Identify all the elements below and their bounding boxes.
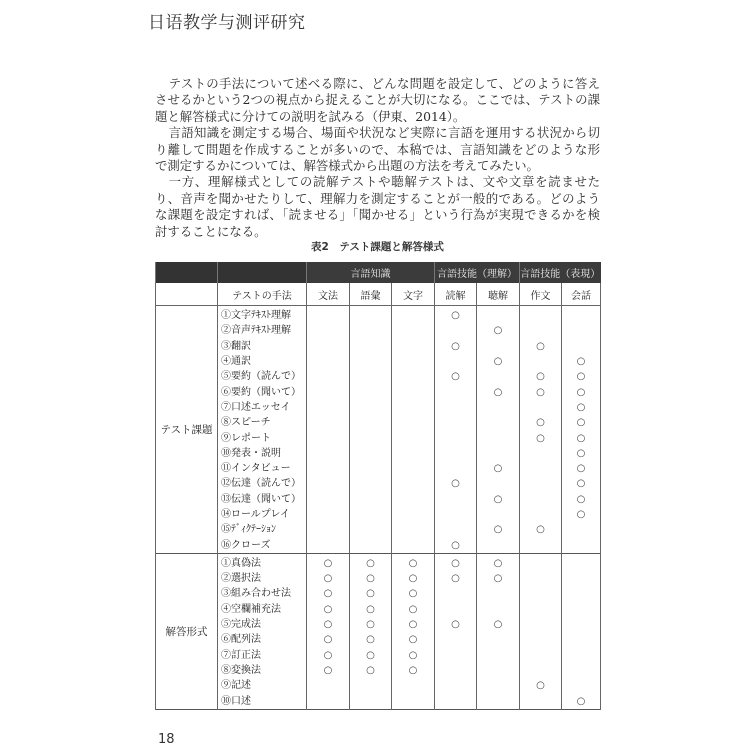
circle-mark: ○ xyxy=(435,537,477,553)
empty-cell xyxy=(562,663,601,678)
empty-cell xyxy=(307,537,350,553)
empty-cell xyxy=(392,369,435,384)
empty-cell xyxy=(520,446,562,461)
empty-cell xyxy=(392,461,435,476)
empty-cell xyxy=(350,522,392,537)
empty-cell xyxy=(562,306,601,324)
empty-cell xyxy=(477,678,520,693)
empty-cell xyxy=(477,415,520,430)
empty-cell xyxy=(392,476,435,491)
method-label: ⑯クローズ xyxy=(218,537,307,553)
method-label: ⑬伝達（聞いて） xyxy=(218,492,307,507)
method-label: ⑨レポート xyxy=(218,430,307,445)
circle-mark: ○ xyxy=(435,571,477,586)
empty-cell xyxy=(520,553,562,571)
empty-cell xyxy=(477,537,520,553)
method-label: ②音声ﾃｷｽﾄ理解 xyxy=(218,323,307,338)
circle-mark: ○ xyxy=(562,354,601,369)
empty-cell xyxy=(307,492,350,507)
empty-cell xyxy=(350,369,392,384)
circle-mark: ○ xyxy=(350,617,392,632)
column-header: 作文 xyxy=(520,283,562,306)
empty-cell xyxy=(562,571,601,586)
circle-mark: ○ xyxy=(435,306,477,324)
empty-cell xyxy=(435,430,477,445)
empty-cell xyxy=(307,693,350,709)
method-label: ②選択法 xyxy=(218,571,307,586)
table-row xyxy=(156,430,601,445)
empty-cell xyxy=(435,507,477,522)
method-label: ①真偽法 xyxy=(218,553,307,571)
circle-mark: ○ xyxy=(562,415,601,430)
table-row xyxy=(156,632,601,647)
table-section xyxy=(156,553,601,709)
circle-mark: ○ xyxy=(307,648,350,663)
empty-cell xyxy=(307,476,350,491)
circle-mark: ○ xyxy=(477,571,520,586)
circle-mark: ○ xyxy=(520,430,562,445)
header-corner xyxy=(156,262,218,283)
empty-cell xyxy=(520,476,562,491)
column-header: 会話 xyxy=(562,283,601,306)
method-label: ⑧変換法 xyxy=(218,663,307,678)
empty-cell xyxy=(435,461,477,476)
empty-cell xyxy=(520,323,562,338)
empty-cell xyxy=(350,430,392,445)
empty-cell xyxy=(477,430,520,445)
empty-cell xyxy=(520,693,562,709)
method-label: ③翻訳 xyxy=(218,339,307,354)
circle-mark: ○ xyxy=(520,415,562,430)
circle-mark: ○ xyxy=(435,369,477,384)
circle-mark: ○ xyxy=(562,384,601,399)
empty-cell xyxy=(520,602,562,617)
empty-cell xyxy=(477,602,520,617)
circle-mark: ○ xyxy=(477,323,520,338)
empty-cell xyxy=(392,537,435,553)
empty-cell xyxy=(307,446,350,461)
section-label: 解答形式 xyxy=(156,553,218,709)
circle-mark: ○ xyxy=(350,586,392,601)
table-row xyxy=(156,617,601,632)
empty-cell xyxy=(562,522,601,537)
empty-cell xyxy=(477,400,520,415)
circle-mark: ○ xyxy=(562,400,601,415)
empty-cell xyxy=(562,602,601,617)
empty-cell xyxy=(435,323,477,338)
empty-cell xyxy=(350,476,392,491)
empty-cell xyxy=(307,306,350,324)
method-label: ⑮ﾃﾞｨｸﾃｰｼｮﾝ xyxy=(218,522,307,537)
empty-cell xyxy=(435,693,477,709)
empty-cell xyxy=(520,461,562,476)
empty-cell xyxy=(392,415,435,430)
empty-cell xyxy=(392,339,435,354)
empty-cell xyxy=(392,323,435,338)
empty-cell xyxy=(350,693,392,709)
empty-cell xyxy=(477,339,520,354)
circle-mark: ○ xyxy=(392,663,435,678)
circle-mark: ○ xyxy=(307,663,350,678)
method-label: ⑥配列法 xyxy=(218,632,307,647)
column-header: 読解 xyxy=(435,283,477,306)
empty-cell xyxy=(562,678,601,693)
empty-cell xyxy=(520,648,562,663)
empty-cell xyxy=(392,492,435,507)
group-header: 言語技能（理解） xyxy=(435,262,520,283)
method-label: ⑪インタビュー xyxy=(218,461,307,476)
circle-mark: ○ xyxy=(392,617,435,632)
empty-cell xyxy=(435,522,477,537)
method-label: ⑭ロールプレイ xyxy=(218,507,307,522)
empty-cell xyxy=(350,323,392,338)
empty-cell xyxy=(562,632,601,647)
method-label: ⑤要約（読んで） xyxy=(218,369,307,384)
paragraph: 一方、理解様式としての読解テストや聴解テストは、文や文章を読ませたり、音声を聞かせたりして、理解力を測定することが一般的である。どのような課題を設定すれば、「読ませる」「聞かせる」という行為が実現できるかを検討することになる。 xyxy=(155,174,600,239)
method-label: ③組み合わせ法 xyxy=(218,586,307,601)
table-row xyxy=(156,461,601,476)
circle-mark: ○ xyxy=(307,571,350,586)
empty-cell xyxy=(350,354,392,369)
empty-cell xyxy=(477,507,520,522)
circle-mark: ○ xyxy=(435,476,477,491)
empty-cell xyxy=(392,446,435,461)
circle-mark: ○ xyxy=(350,663,392,678)
circle-mark: ○ xyxy=(520,384,562,399)
empty-cell xyxy=(562,617,601,632)
table-row xyxy=(156,339,601,354)
empty-cell xyxy=(350,400,392,415)
table-row xyxy=(156,663,601,678)
method-label: ⑥要約（聞いて） xyxy=(218,384,307,399)
table-row xyxy=(156,306,601,324)
circle-mark: ○ xyxy=(307,617,350,632)
empty-cell xyxy=(392,384,435,399)
method-label: ⑤完成法 xyxy=(218,617,307,632)
table-row xyxy=(156,476,601,491)
table-row xyxy=(156,678,601,693)
table-row xyxy=(156,648,601,663)
empty-cell xyxy=(435,602,477,617)
empty-cell xyxy=(392,678,435,693)
empty-cell xyxy=(520,306,562,324)
table-row xyxy=(156,553,601,571)
empty-cell xyxy=(307,522,350,537)
method-label: ①文字ﾃｷｽﾄ理解 xyxy=(218,306,307,324)
empty-cell xyxy=(307,430,350,445)
method-label: ⑨記述 xyxy=(218,678,307,693)
circle-mark: ○ xyxy=(520,339,562,354)
circle-mark: ○ xyxy=(477,354,520,369)
group-header: 言語知識 xyxy=(307,262,435,283)
empty-cell xyxy=(520,537,562,553)
empty-cell xyxy=(435,415,477,430)
circle-mark: ○ xyxy=(350,602,392,617)
empty-cell xyxy=(350,446,392,461)
empty-cell xyxy=(520,354,562,369)
circle-mark: ○ xyxy=(520,369,562,384)
table-row xyxy=(156,323,601,338)
empty-cell xyxy=(477,476,520,491)
empty-cell xyxy=(435,354,477,369)
table-row xyxy=(156,522,601,537)
circle-mark: ○ xyxy=(562,369,601,384)
table-row xyxy=(156,354,601,369)
method-label: ④空欄補充法 xyxy=(218,602,307,617)
empty-cell xyxy=(307,323,350,338)
empty-cell xyxy=(392,507,435,522)
empty-cell xyxy=(307,507,350,522)
empty-cell xyxy=(435,492,477,507)
empty-cell xyxy=(435,678,477,693)
empty-cell xyxy=(520,617,562,632)
method-header: テストの手法 xyxy=(218,283,307,306)
empty-cell xyxy=(435,663,477,678)
empty-cell xyxy=(477,663,520,678)
empty-cell xyxy=(435,586,477,601)
empty-cell xyxy=(392,400,435,415)
empty-cell xyxy=(477,369,520,384)
circle-mark: ○ xyxy=(350,553,392,571)
circle-mark: ○ xyxy=(350,648,392,663)
empty-cell xyxy=(562,339,601,354)
table-section xyxy=(156,306,601,554)
empty-cell xyxy=(392,354,435,369)
circle-mark: ○ xyxy=(392,586,435,601)
running-head: 日语教学与测评研究 xyxy=(148,13,306,33)
circle-mark: ○ xyxy=(350,632,392,647)
empty-cell xyxy=(562,323,601,338)
empty-cell xyxy=(520,632,562,647)
empty-cell xyxy=(307,461,350,476)
table-row xyxy=(156,369,601,384)
circle-mark: ○ xyxy=(562,476,601,491)
circle-mark: ○ xyxy=(562,461,601,476)
table-row xyxy=(156,586,601,601)
circle-mark: ○ xyxy=(477,553,520,571)
method-label: ④通訳 xyxy=(218,354,307,369)
empty-cell xyxy=(520,586,562,601)
table-row xyxy=(156,400,601,415)
empty-cell xyxy=(350,384,392,399)
circle-mark: ○ xyxy=(477,617,520,632)
empty-cell xyxy=(435,384,477,399)
empty-cell xyxy=(392,306,435,324)
header-blank xyxy=(156,283,218,306)
circle-mark: ○ xyxy=(392,602,435,617)
empty-cell xyxy=(520,663,562,678)
column-header: 文字 xyxy=(392,283,435,306)
empty-cell xyxy=(562,553,601,571)
empty-cell xyxy=(392,430,435,445)
table-row xyxy=(156,415,601,430)
circle-mark: ○ xyxy=(562,507,601,522)
circle-mark: ○ xyxy=(562,492,601,507)
circle-mark: ○ xyxy=(520,678,562,693)
empty-cell xyxy=(350,507,392,522)
circle-mark: ○ xyxy=(477,492,520,507)
empty-cell xyxy=(350,537,392,553)
circle-mark: ○ xyxy=(477,384,520,399)
table-row xyxy=(156,537,601,553)
empty-cell xyxy=(307,339,350,354)
circle-mark: ○ xyxy=(562,430,601,445)
empty-cell xyxy=(350,306,392,324)
empty-cell xyxy=(477,632,520,647)
table-row xyxy=(156,492,601,507)
empty-cell xyxy=(435,632,477,647)
table-row xyxy=(156,693,601,709)
circle-mark: ○ xyxy=(307,586,350,601)
empty-cell xyxy=(392,522,435,537)
empty-cell xyxy=(307,400,350,415)
empty-cell xyxy=(307,678,350,693)
empty-cell xyxy=(392,693,435,709)
circle-mark: ○ xyxy=(435,339,477,354)
table-row xyxy=(156,571,601,586)
paragraph: 言語知識を測定する場合、場面や状況など実際に言語を運用する状況から切り離して問題を作成することが多いので、本稿では、言語知識をどのような形で測定するかについては、解答様式から出題の方法を考えてみたい。 xyxy=(155,125,600,174)
circle-mark: ○ xyxy=(307,632,350,647)
table-row xyxy=(156,446,601,461)
table-row xyxy=(156,384,601,399)
circle-mark: ○ xyxy=(350,571,392,586)
empty-cell xyxy=(520,507,562,522)
column-header: 聴解 xyxy=(477,283,520,306)
circle-mark: ○ xyxy=(307,602,350,617)
empty-cell xyxy=(350,492,392,507)
empty-cell xyxy=(435,400,477,415)
circle-mark: ○ xyxy=(520,522,562,537)
body-text xyxy=(155,76,600,240)
column-header: 文法 xyxy=(307,283,350,306)
empty-cell xyxy=(520,400,562,415)
circle-mark: ○ xyxy=(307,553,350,571)
page-number: 18 xyxy=(158,732,175,747)
empty-cell xyxy=(562,586,601,601)
circle-mark: ○ xyxy=(562,446,601,461)
empty-cell xyxy=(435,648,477,663)
empty-cell xyxy=(435,446,477,461)
method-label: ⑩発表・説明 xyxy=(218,446,307,461)
method-label: ⑦訂正法 xyxy=(218,648,307,663)
table-row xyxy=(156,602,601,617)
empty-cell xyxy=(477,648,520,663)
empty-cell xyxy=(562,537,601,553)
method-label: ⑦口述エッセイ xyxy=(218,400,307,415)
empty-cell xyxy=(307,384,350,399)
empty-cell xyxy=(350,415,392,430)
column-header: 語彙 xyxy=(350,283,392,306)
method-label: ⑧スピーチ xyxy=(218,415,307,430)
empty-cell xyxy=(562,648,601,663)
circle-mark: ○ xyxy=(392,553,435,571)
header-blank xyxy=(218,262,307,283)
method-label: ⑩口述 xyxy=(218,693,307,709)
circle-mark: ○ xyxy=(392,632,435,647)
circle-mark: ○ xyxy=(477,461,520,476)
empty-cell xyxy=(307,354,350,369)
test-method-table xyxy=(155,262,601,710)
circle-mark: ○ xyxy=(477,522,520,537)
empty-cell xyxy=(477,306,520,324)
empty-cell xyxy=(350,461,392,476)
circle-mark: ○ xyxy=(435,553,477,571)
method-label: ⑫伝達（読んで） xyxy=(218,476,307,491)
table-caption: 表2 テスト課題と解答様式 xyxy=(311,241,444,253)
empty-cell xyxy=(350,339,392,354)
empty-cell xyxy=(477,693,520,709)
empty-cell xyxy=(477,446,520,461)
circle-mark: ○ xyxy=(435,617,477,632)
empty-cell xyxy=(307,369,350,384)
circle-mark: ○ xyxy=(562,693,601,709)
empty-cell xyxy=(520,492,562,507)
table-row xyxy=(156,507,601,522)
section-label: テスト課題 xyxy=(156,306,218,554)
circle-mark: ○ xyxy=(392,648,435,663)
empty-cell xyxy=(307,415,350,430)
empty-cell xyxy=(350,678,392,693)
empty-cell xyxy=(477,586,520,601)
circle-mark: ○ xyxy=(392,571,435,586)
empty-cell xyxy=(520,571,562,586)
paragraph: テストの手法について述べる際に、どんな問題を設定して、どのように答えさせるかという2つの視点から捉えることが大切になる。ここでは、テストの課題と解答様式に分けての説明を試みる（伊東、2014）。 xyxy=(155,76,600,124)
group-header: 言語技能（表現） xyxy=(520,262,601,283)
